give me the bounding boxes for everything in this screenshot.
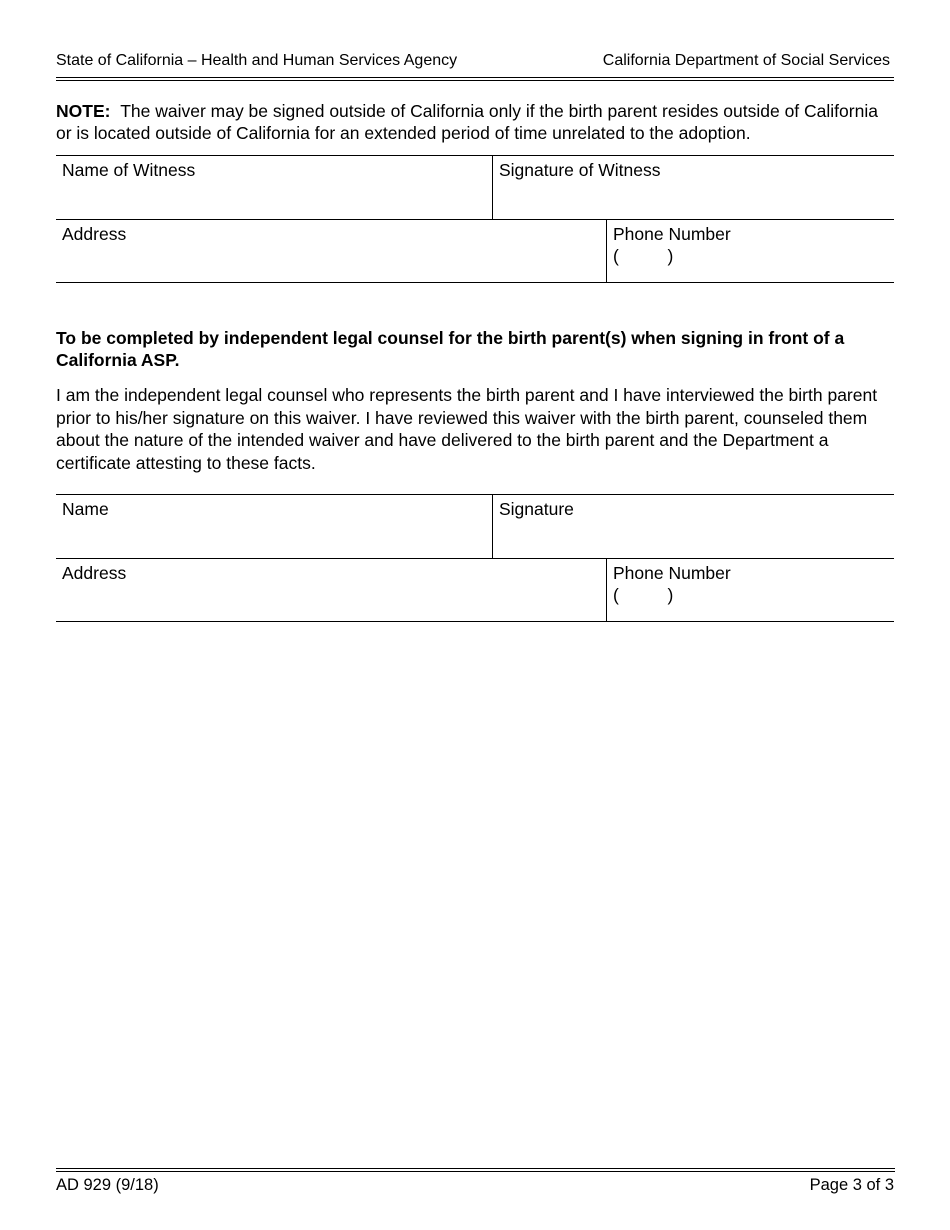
witness-table bbox=[56, 155, 894, 283]
counsel-table bbox=[56, 494, 894, 622]
counsel-row-1 bbox=[56, 495, 894, 559]
header-rule bbox=[56, 77, 894, 81]
note-label: NOTE: bbox=[56, 101, 111, 121]
counsel-address-field[interactable] bbox=[56, 559, 606, 621]
witness-row-1 bbox=[56, 156, 894, 220]
witness-signature-field[interactable] bbox=[493, 156, 894, 219]
page-header bbox=[56, 52, 894, 72]
witness-signature-label: Signature of Witness bbox=[499, 160, 661, 180]
counsel-phone-field[interactable] bbox=[607, 559, 894, 621]
form-id: AD 929 (9/18) bbox=[56, 1176, 159, 1194]
page-number: Page 3 of 3 bbox=[809, 1176, 894, 1194]
note-paragraph bbox=[56, 100, 894, 144]
counsel-row-2 bbox=[56, 559, 894, 622]
counsel-statement: I am the independent legal counsel who represents the birth parent and I have interviewed the birth parent prior to his/her signature on this waiver. I have reviewed this waiver with the birth parent, counseled them about the nature of the intended waiver and have delivered to the birth parent and the Department a certificate attesting to these facts. bbox=[56, 385, 878, 473]
counsel-phone-parens: ( ) bbox=[613, 585, 674, 605]
witness-address-label: Address bbox=[62, 224, 127, 244]
counsel-name-label: Name bbox=[62, 499, 109, 519]
counsel-address-label: Address bbox=[62, 563, 127, 583]
witness-phone-parens: ( ) bbox=[613, 246, 674, 266]
witness-phone-field[interactable] bbox=[607, 220, 894, 282]
counsel-name-field[interactable] bbox=[56, 495, 492, 558]
department-name: California Department of Social Services bbox=[602, 52, 890, 69]
witness-name-field[interactable] bbox=[56, 156, 492, 219]
note-text: The waiver may be signed outside of California only if the birth parent resides outside of California or is located outside of California for an extended period of time unrelated to the adoption. bbox=[56, 101, 878, 143]
agency-name: State of California – Health and Human Services Agency bbox=[56, 52, 458, 69]
counsel-signature-field[interactable] bbox=[493, 495, 894, 558]
counsel-signature-label: Signature bbox=[499, 499, 574, 519]
footer-rule bbox=[56, 1168, 895, 1172]
witness-phone-label: Phone Number bbox=[613, 224, 731, 244]
counsel-phone-label: Phone Number bbox=[613, 563, 731, 583]
witness-name-label: Name of Witness bbox=[62, 160, 196, 180]
witness-address-field[interactable] bbox=[56, 220, 606, 282]
counsel-heading: To be completed by independent legal counsel for the birth parent(s) when signing in front of a California ASP. bbox=[56, 328, 845, 370]
witness-row-2 bbox=[56, 220, 894, 283]
